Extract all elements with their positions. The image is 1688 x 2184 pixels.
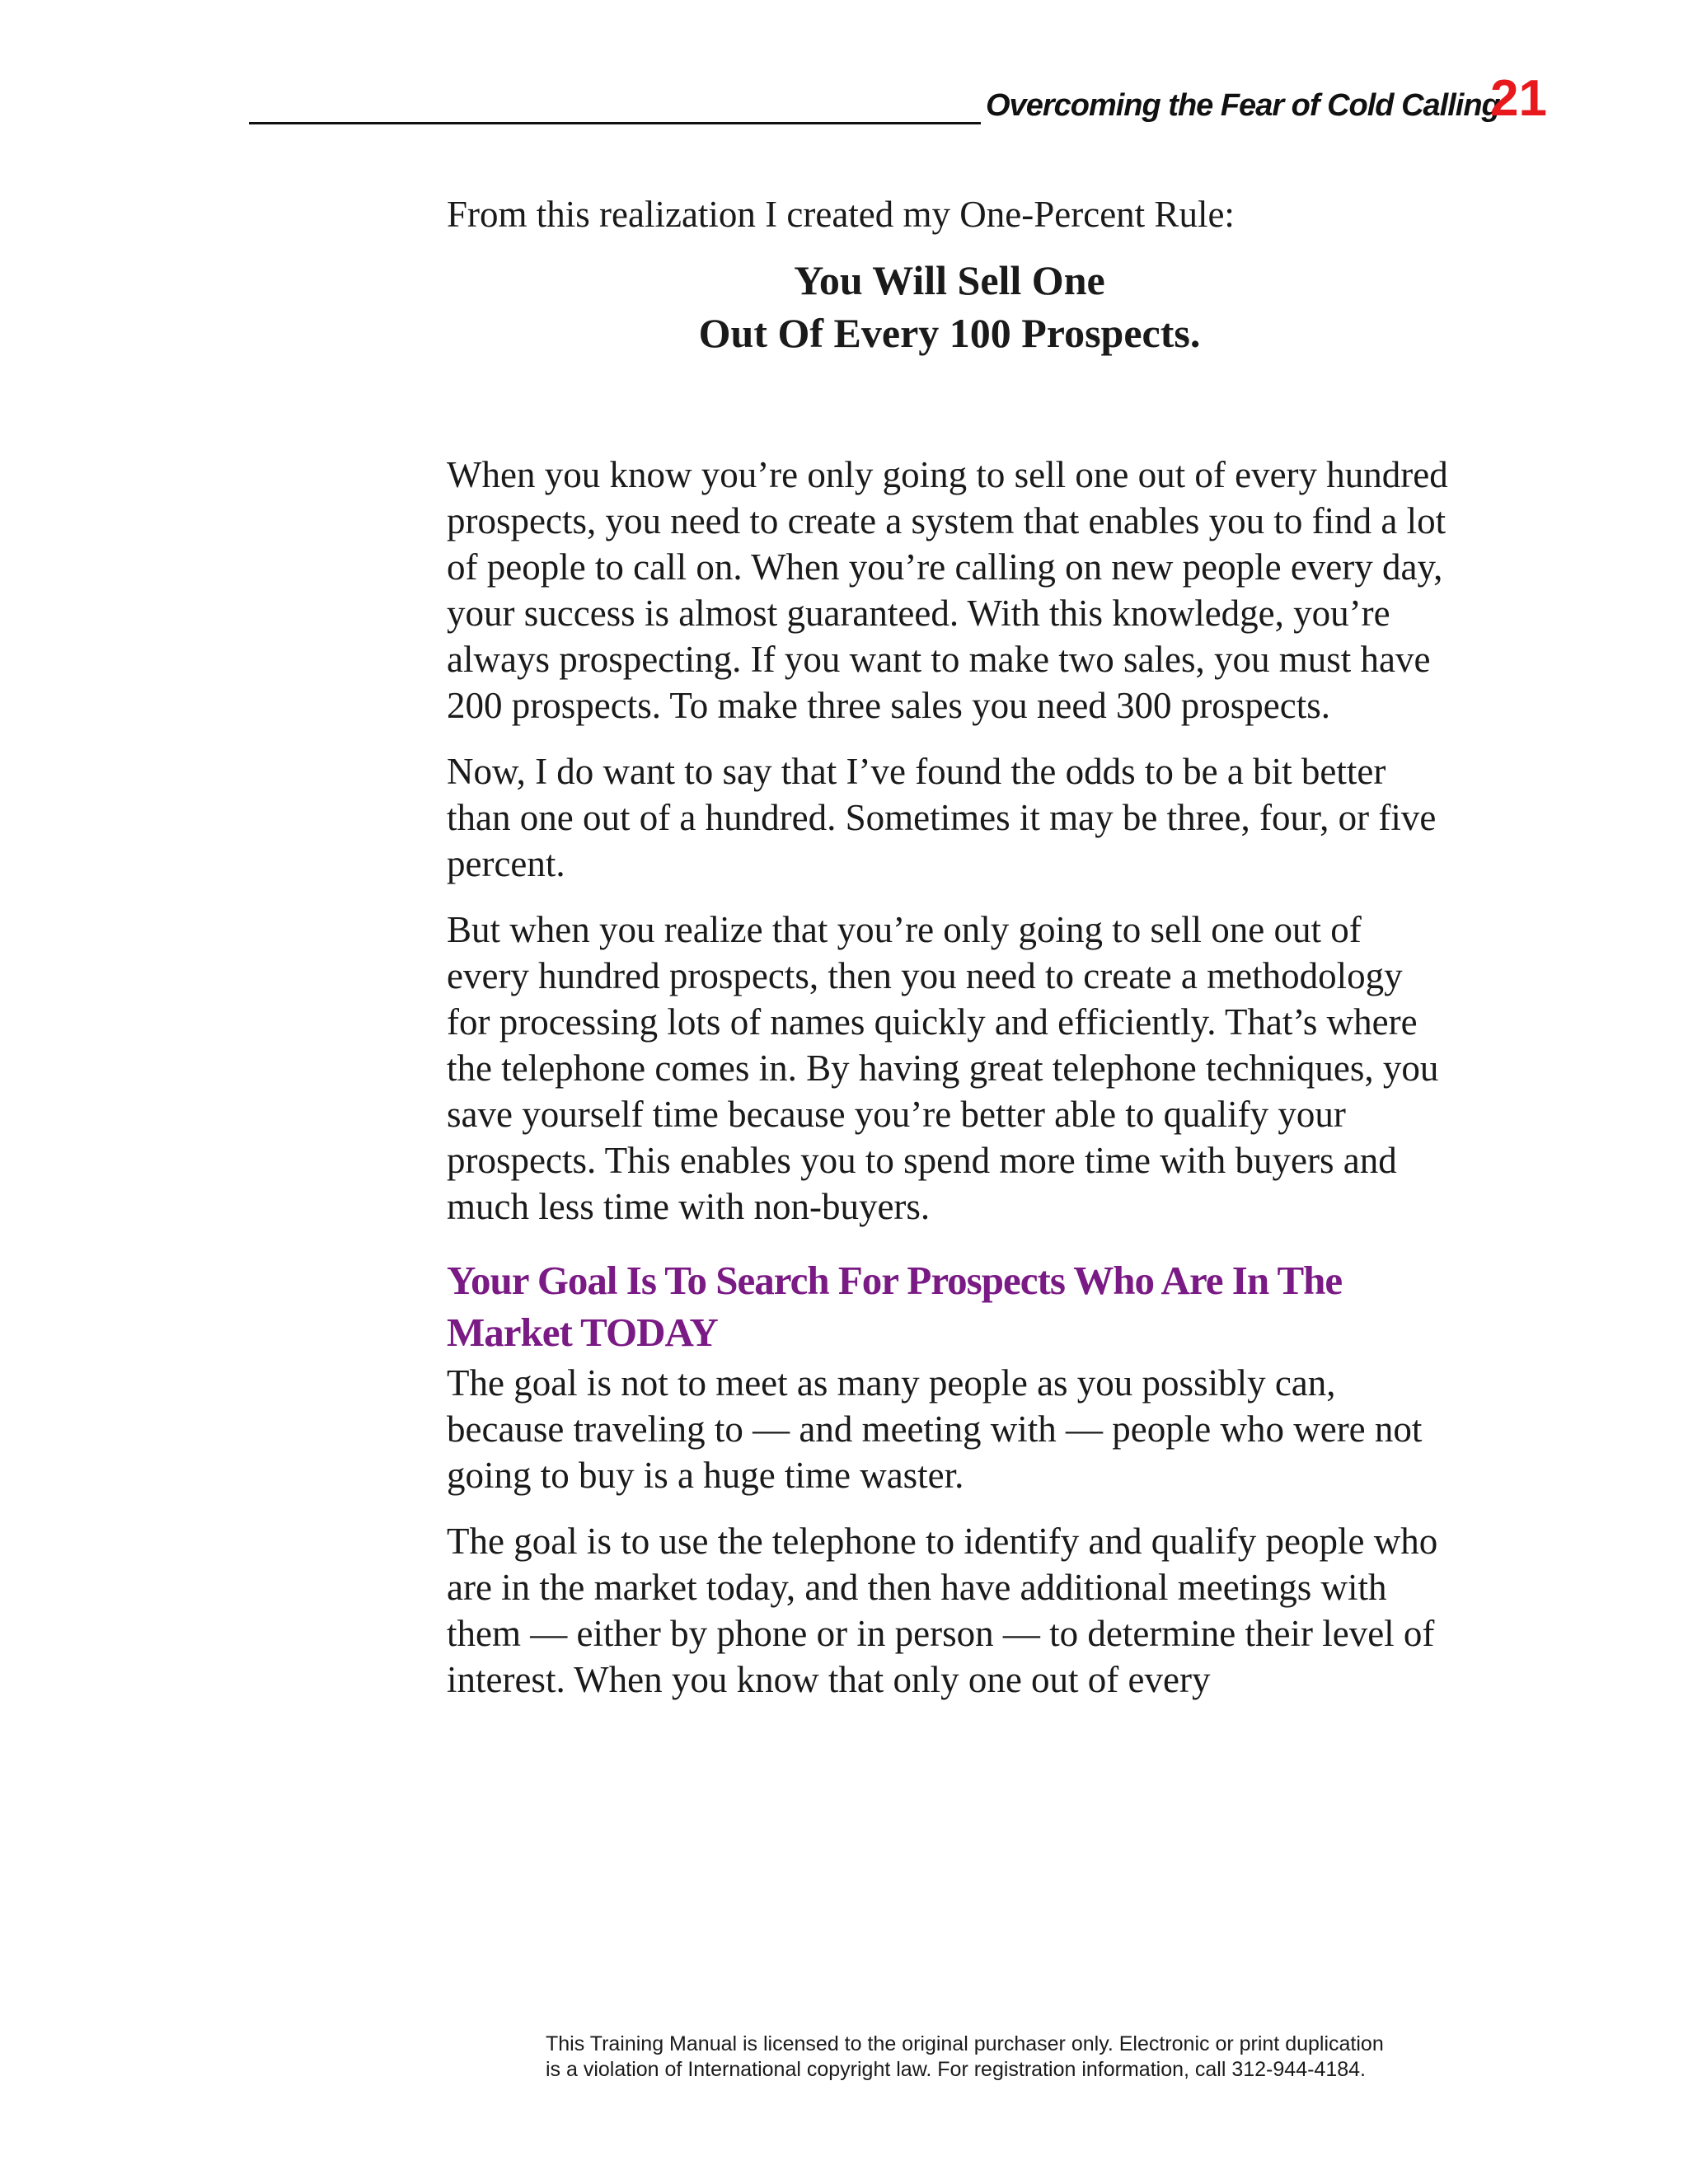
one-percent-rule-callout (447, 254, 1452, 359)
copyright-line: This Training Manual is licensed to the original purchaser only. Electronic or print duplication (546, 2032, 1384, 2055)
paragraph: But when you realize that you’re only going to sell one out of every hundred prospects, then you need to create a methodology for processing lots of names quickly and efficiently. That’s where the telephone comes in. By having great telephone techniques, you save yourself time because you’re better able to qualify your prospects. This enables you to spend more time with buyers and much less time with non-buyers. (447, 909, 1439, 1227)
rule-line: You Will Sell One (794, 257, 1105, 303)
page-body (447, 191, 1452, 1722)
copyright-line: is a violation of International copyright law. For registration information, call 312-944-4184. (546, 2058, 1366, 2081)
copyright-notice (546, 2032, 1444, 2083)
intro-sentence: From this realization I created my One-Percent Rule: (447, 194, 1235, 235)
paragraph: When you know you’re only going to sell one out of every hundred prospects, you need to create a system that enables you to find a lot of people to call on. When you’re calling on new people every day, your success is almost guaranteed. With this knowledge, you’re always prospecting. If you want to make two sales, you must have 200 prospects. To make three sales you need 300 prospects. (447, 454, 1448, 726)
page-number: 21 (1490, 70, 1547, 127)
rule-line: Out Of Every 100 Prospects. (698, 310, 1201, 356)
running-title: Overcoming the Fear of Cold Calling (986, 88, 1500, 123)
paragraph: The goal is to use the telephone to identify and qualify people who are in the market today, and then have additional meetings with them — either by phone or in person — to determine their level of interest. When you know that only one out of every (447, 1521, 1438, 1700)
section-heading: Your Goal Is To Search For Prospects Who Are In The Market TODAY (447, 1258, 1343, 1355)
paragraph: Now, I do want to say that I’ve found the odds to be a bit better than one out of a hundred. Sometimes it may be three, four, or five percent. (447, 751, 1437, 884)
header-rule (249, 122, 981, 124)
paragraph: The goal is not to meet as many people as you possibly can, because traveling to — and meeting with — people who were not going to buy is a huge time waster. (447, 1362, 1423, 1496)
